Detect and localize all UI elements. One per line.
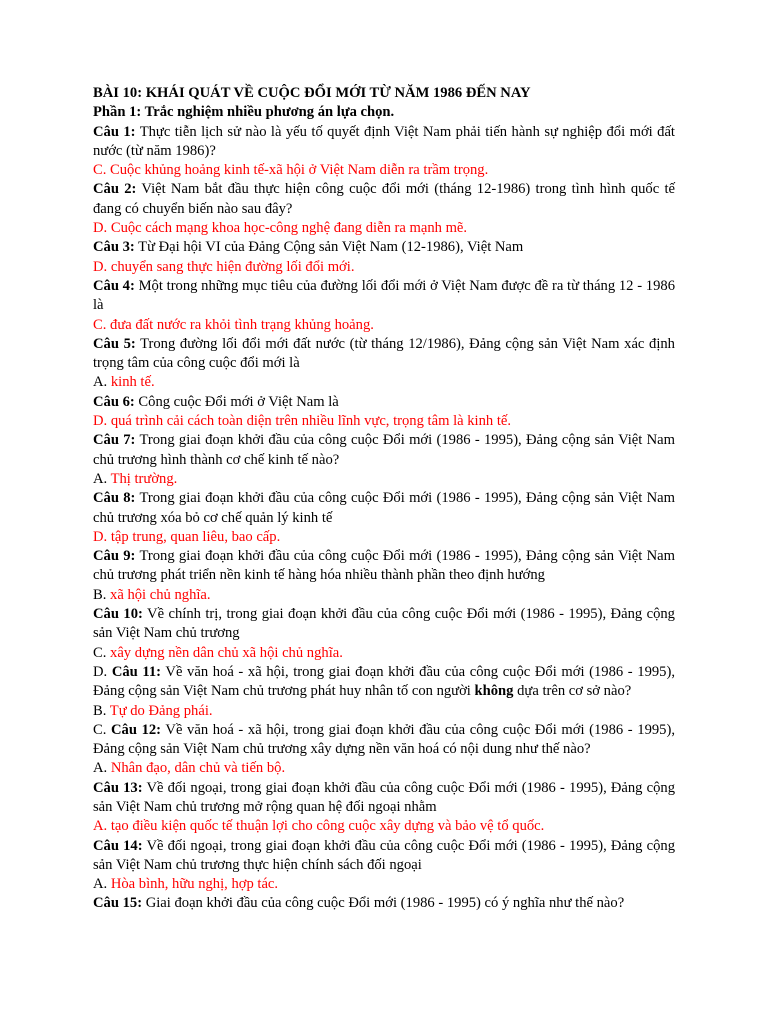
question-number: Câu 4:: [93, 277, 135, 294]
answer-text: kinh tế.: [110, 374, 155, 391]
answer-option-letter: A.: [93, 760, 111, 777]
answer-text: D. chuyển sang thực hiện đường lối đổi mới.: [93, 258, 355, 275]
question-13: [93, 779, 675, 818]
question-text: Về đối ngoại, trong giai đoạn khởi đầu của công cuộc Đổi mới (1986 - 1995), Đảng cộng sản Việt Nam chủ trương thực hiện chính sách đối ngoại: [93, 837, 675, 873]
question-text: Việt Nam bắt đầu thực hiện công cuộc đổi mới (tháng 12-1986) trong tình hình quốc tế đang có chuyển biến nào sau đây?: [93, 181, 675, 217]
answer-option-letter: C.: [93, 644, 111, 661]
answer-option-letter: A.: [93, 470, 111, 487]
question-text: Về văn hoá - xã hội, trong giai đoạn khởi đầu của công cuộc Đổi mới (1986 - 1995), Đảng cộng sản Việt Nam chủ trương xây dựng nền văn hoá có nội dung như thế nào?: [93, 721, 675, 758]
question-number: Câu 1:: [93, 123, 136, 140]
answer-text: Nhân đạo, dân chủ và tiến bộ.: [110, 760, 286, 777]
answer-2: [93, 219, 675, 238]
answer-1: [93, 161, 675, 180]
answer-option-letter: B.: [93, 702, 110, 719]
question-text: Trong đường lối đổi mới đất nước (từ tháng 12/1986), Đảng cộng sản Việt Nam xác định trọng tâm của công cuộc đổi mới là: [93, 335, 675, 372]
answer-text: D. Cuộc cách mạng khoa học-công nghệ đang diễn ra mạnh mẽ.: [93, 220, 468, 237]
answer-10: [93, 644, 675, 663]
question-number: Câu 7:: [93, 432, 136, 449]
answer-14: [93, 875, 675, 894]
question-number: Câu 15:: [93, 895, 143, 912]
question-text: Thực tiễn lịch sử nào là yếu tố quyết định Việt Nam phải tiến hành sự nghiệp đổi mới đất nước (từ năm 1986)?: [93, 123, 675, 159]
answer-5: [93, 373, 675, 392]
answer-text: C. Cuộc khủng hoảng kinh tế-xã hội ở Việt Nam diễn ra trầm trọng.: [93, 162, 489, 179]
answer-7: [93, 470, 675, 489]
question-text: Trong giai đoạn khởi đầu của công cuộc Đổi mới (1986 - 1995), Đảng cộng sản Việt Nam chủ trương phát triển nền kinh tế hàng hóa nhiều thành phần theo định hướng: [93, 548, 675, 584]
question-2: [93, 180, 675, 219]
question-number: Câu 3:: [93, 239, 135, 256]
answer-text: xã hội chủ nghĩa.: [110, 586, 211, 603]
question-lead: D.: [93, 663, 112, 680]
question-3: [93, 238, 675, 257]
question-9: [93, 547, 675, 586]
question-8: [93, 489, 675, 528]
answer-text: D. quá trình cải cách toàn diện trên nhiều lĩnh vực, trọng tâm là kinh tế.: [93, 413, 512, 430]
answer-text: C. đưa đất nước ra khỏi tình trạng khủng hoảng.: [93, 316, 374, 333]
question-number: Câu 5:: [93, 335, 136, 352]
question-list: [93, 123, 675, 914]
question-5: [93, 335, 675, 374]
question-11: [93, 663, 675, 702]
question-4: [93, 277, 675, 316]
question-text: Trong giai đoạn khởi đầu của công cuộc Đổi mới (1986 - 1995), Đảng cộng sản Việt Nam chủ trương hình thành cơ chế kinh tế nào?: [93, 432, 675, 468]
question-number: Câu 9:: [93, 548, 136, 565]
answer-4: [93, 316, 675, 335]
question-7: [93, 431, 675, 470]
question-number: Câu 2:: [93, 181, 137, 198]
question-lead: C.: [93, 721, 112, 738]
question-number: Câu 11:: [111, 663, 162, 680]
question-10: [93, 605, 675, 644]
question-text: Trong giai đoạn khởi đầu của công cuộc Đổi mới (1986 - 1995), Đảng cộng sản Việt Nam chủ trương xóa bỏ cơ chế quản lý kinh tế: [93, 490, 675, 526]
question-text: Từ Đại hội VI của Đảng Cộng sản Việt Nam (12-1986), Việt Nam: [134, 239, 524, 256]
answer-9: [93, 586, 675, 605]
question-6: [93, 393, 675, 412]
answer-6: [93, 412, 675, 431]
question-number: Câu 12:: [111, 721, 162, 738]
answer-8: [93, 528, 675, 547]
question-number: Câu 10:: [93, 606, 143, 623]
answer-text: xây dựng nền dân chủ xã hội chủ nghĩa.: [110, 644, 343, 661]
question-text: Về văn hoá - xã hội, trong giai đoạn khởi đầu của công cuộc Đổi mới (1986 - 1995), Đảng cộng sản Việt Nam chủ trương phát huy nhân tố con người: [93, 663, 675, 700]
answer-12: [93, 759, 675, 778]
answer-option-letter: B.: [93, 586, 111, 603]
answer-11: [93, 702, 675, 721]
question-15: [93, 894, 675, 913]
answer-text: Thị trường.: [110, 470, 178, 487]
question-12: [93, 721, 675, 760]
answer-text: A. tạo điều kiện quốc tế thuận lợi cho công cuộc xây dựng và bảo vệ tổ quốc.: [93, 818, 545, 835]
answer-13: [93, 817, 675, 836]
answer-3: [93, 258, 675, 277]
question-14: [93, 837, 675, 876]
question-number: Câu 8:: [93, 490, 136, 507]
question-text: Về chính trị, trong giai đoạn khởi đầu của công cuộc Đổi mới (1986 - 1995), Đảng cộng sản Việt Nam chủ trương: [93, 606, 675, 642]
question-text-tail: dựa trên cơ sở nào?: [513, 683, 632, 700]
question-text: Về đối ngoại, trong giai đoạn khởi đầu của công cuộc Đổi mới (1986 - 1995), Đảng cộng sản Việt Nam chủ trương mở rộng quan hệ đối ngoại nhằm: [93, 779, 675, 815]
answer-text: Hòa bình, hữu nghị, hợp tác.: [110, 876, 279, 893]
question-text: Công cuộc Đổi mới ở Việt Nam là: [134, 393, 339, 410]
question-number: Câu 14:: [93, 837, 143, 854]
answer-text: D. tập trung, quan liêu, bao cấp.: [93, 528, 281, 545]
section-heading: Phần 1: Trắc nghiệm nhiều phương án lựa chọn.: [93, 104, 395, 121]
question-number: Câu 6:: [93, 393, 135, 410]
answer-text: Tự do Đảng phái.: [109, 702, 213, 719]
answer-option-letter: A.: [93, 876, 111, 893]
answer-option-letter: A.: [93, 374, 111, 391]
question-number: Câu 13:: [93, 779, 143, 796]
question-text: Một trong những mục tiêu của đường lối đổi mới ở Việt Nam được đề ra từ tháng 12 - 1986 là: [93, 277, 675, 314]
question-text: Giai đoạn khởi đầu của công cuộc Đổi mới (1986 - 1995) có ý nghĩa như thế nào?: [142, 895, 625, 912]
question-1: [93, 123, 675, 162]
document-title: BÀI 10: KHÁI QUÁT VỀ CUỘC ĐỔI MỚI TỪ NĂM 1986 ĐẾN NAY: [93, 85, 531, 101]
question-emphasis: không: [474, 683, 514, 700]
